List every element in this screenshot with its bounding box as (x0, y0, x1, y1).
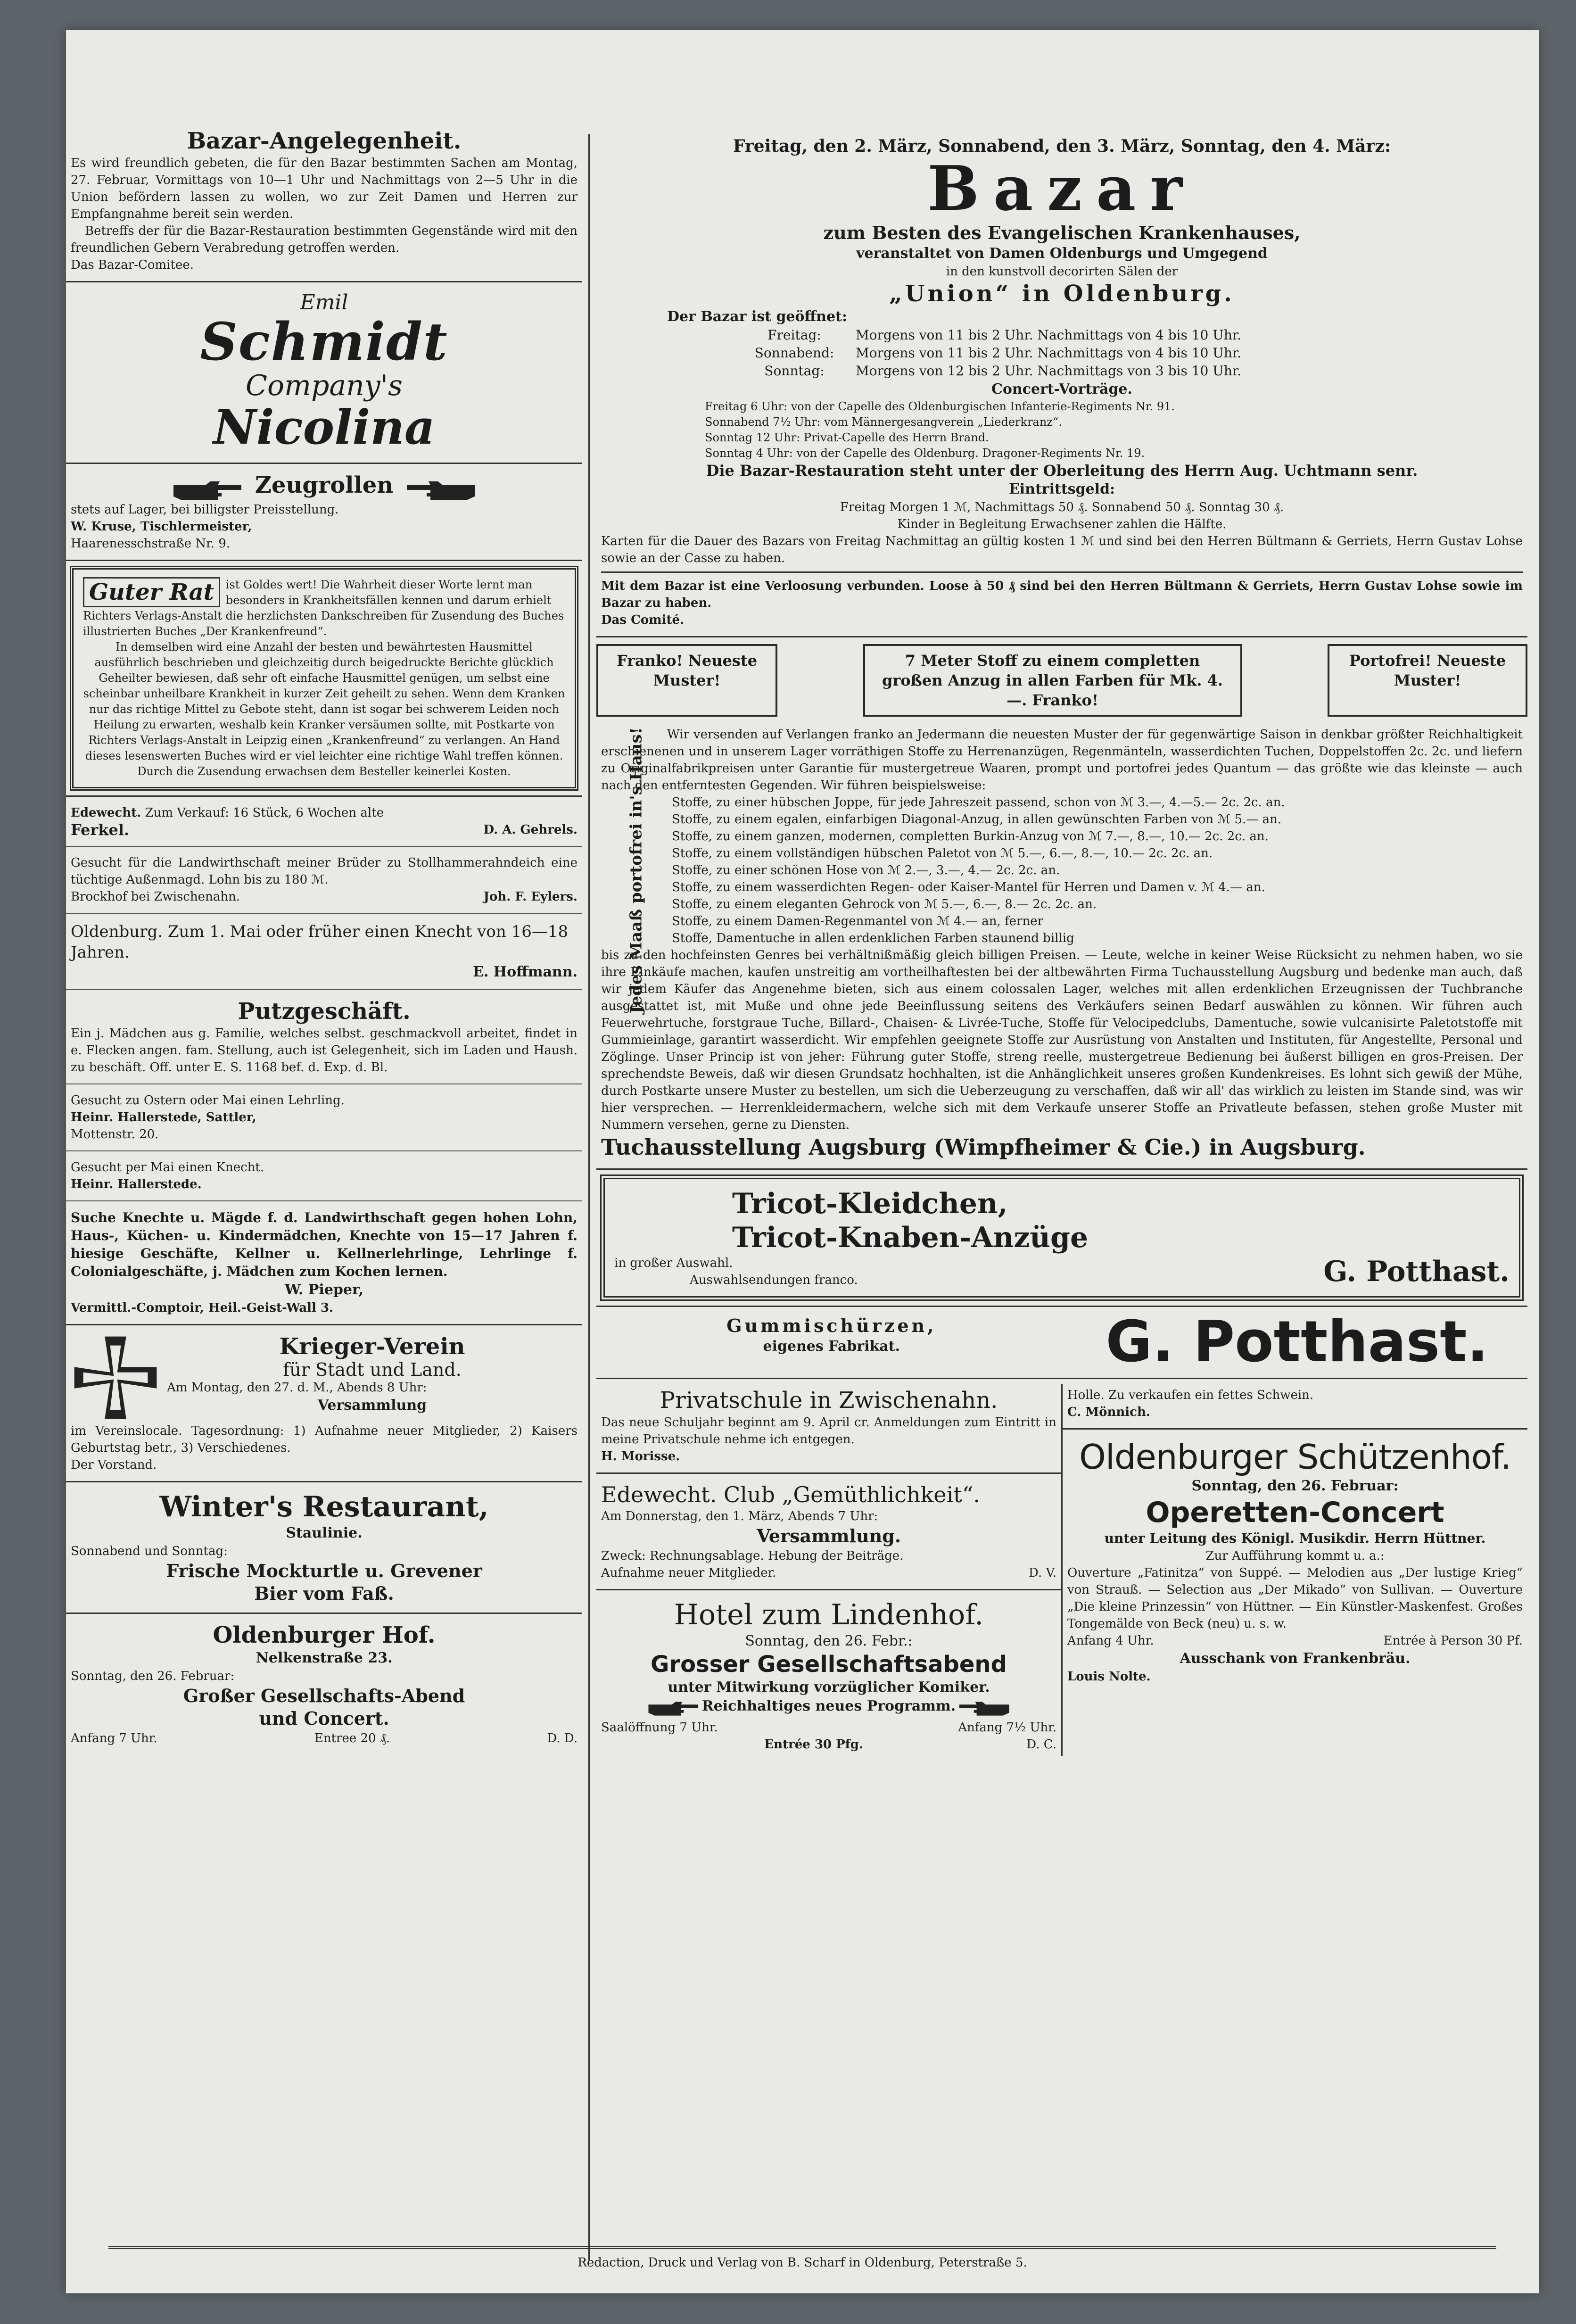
gummischuerzen-ad (596, 1312, 1067, 1373)
ad-signature: D. V. (1029, 1566, 1056, 1580)
augsburg-body: bis zu den hochfeinsten Genres bei verhältnißmäßig gleich billigen Preisen. — Leute, welche in keiner Weise Rücksicht zu nehmen haben, wo sie ihre Einkäufe machen, kaufen unstreitig am vortheilhaftesten bei der altbewährten Firma Tuchausstellung Augsburg und bedenke man auch, daß wir jedem Käufer das Angenehme bieten, sich aus einem colossalen Lager, welches mit allen erdenklichen Erzeugnissen der Tuchbranche ausgestattet ist, mit Muße und ohne jede Beeinflussung seitens des Verkäufers seinen Bedarf auswählen zu können. Wir führen auch Feuerwehrtuche, forstgraue Tuche, Billard-, Chaisen- & Livrée-Tuche, Stoffe für Velocipedclubs, Damentuche, sowie vulcanisirte Paletotstoffe mit Gummieinlage, garantirt wasserdicht. Wir empfehlen geeignete Stoffe zur Ausrüstung von Anstalten und Instituten, für Angestellte, Personal und Zöglinge. Unser Princip ist von jeher: Führung guter Stoffe, streng reelle, mustergetreue Bedienung bei äußerst billigen en gros-Preisen. Der sprechendste Beweis, daß wir diesen Grundsatz hochhalten, ist die Anhänglichkeit unseres großen Kundenkreises. Es lohnt sich gewiß der Mühe, durch Postkarte unsere Muster zu bestellen, um sich die Ueberzeugung zu verschaffen, daß wir all' das wirklich zu leisten im Stande sind, was wir hier versprechen. — Herrenkleidermachern, welche sich mit dem Verkaufe unserer Stoffe an Privatleute befassen, stehen große Muster mit Nummern versehen, gerne zu Diensten. (601, 948, 1523, 1132)
edewecht-ferkel-ad (66, 802, 582, 841)
ad-signature: D. D. (547, 1731, 578, 1745)
ad-signature: Heinr. Hallerstede, Sattler, (71, 1110, 256, 1125)
potthast-big: G. Potthast. (1106, 1309, 1489, 1375)
ad-text: Sonnabend und Sonntag: (71, 1544, 228, 1558)
ad-text: Gesucht für die Landwirthschaft meiner Brüder zu Stollhammerahndeich eine tüchtige Außenmagd. Lohn bis zu 180 ℳ. (71, 855, 578, 887)
ad-subtitle: unter Leitung des Königl. Musikdir. Herrn Hüttner. (1104, 1530, 1486, 1546)
tricot-ad (600, 1174, 1524, 1301)
holle-ad (1063, 1384, 1527, 1423)
ad-signature: Der Vorstand. (71, 1457, 157, 1472)
ad-text: Das neue Schuljahr beginnt am 9. April cr. Anmeldungen zum Eintritt in meine Privatschule nehme ich entgegen. (601, 1415, 1056, 1447)
ad-date: Sonntag, den 26. Februar: (71, 1669, 235, 1683)
ad-program: Reichhaltiges neues Programm. (701, 1698, 956, 1714)
concert-item: Freitag 6 Uhr: von der Capelle des Oldenburgischen Infanterie-Regiments Nr. 91. (705, 400, 1175, 413)
bottom-ads (596, 1384, 1527, 1756)
ad-title: Zeugrollen (255, 472, 394, 498)
ad-subtitle: eigenes Fabrikat. (763, 1338, 900, 1355)
tricot-text: Auswahlsendungen franco. (690, 1273, 858, 1287)
open-day: Sonnabend: (754, 345, 834, 361)
vertical-label (601, 727, 672, 1014)
open-day: Sonntag: (764, 363, 825, 379)
ad-title: Winter's Restaurant, (159, 1490, 489, 1523)
tricot-text: in großer Auswahl. (614, 1256, 733, 1270)
logo-text: Emil (300, 290, 348, 314)
ad-price: Entree 20 ₰. (314, 1731, 390, 1745)
concert-item: Sonntag 4 Uhr: von der Capelle des Oldenburg. Dragoner-Regiments Nr. 19. (705, 447, 1145, 460)
ad-text: ist Goldes wert! Die Wahrheit dieser Worte lernt man besonders in Krankheitsfällen kennen und darum erhielt Richters Verlags-Anstalt die herzlichsten Dankschreiben für Zusendung des Buches illustrierten Buches „Der Krankenfreund“. (83, 578, 564, 638)
ad-text: Betreffs der für die Bazar-Restauration bestimmten Gegenstände wird mit den freundlichen Gebern Verabredung getroffen werden. (71, 224, 578, 255)
ad-place: Edewecht. (71, 805, 141, 820)
augsburg-firm: Tuchausstellung Augsburg (Wimpfheimer & Cie.) in Augsburg. (601, 1134, 1366, 1160)
stoffe-item: Stoffe, zu einer hübschen Joppe, für jede Jahreszeit passend, schon von ℳ 3.—, 4.—5.— 2c. 2c. an. (672, 795, 1285, 810)
ad-text: Ouverture „Fatinitza“ von Suppé. — Melodien aus „Der lustige Krieg“ von Strauß. — Selection aus „Der Mikado“ von Sullivan. — Ouverture „Die kleine Prinzessin“ von Hüttner. — Ein Künstler-Maskenfest. Großes Tongemälde von Beck (neu) u. s. w. (1067, 1566, 1523, 1631)
tricot-signature: G. Potthast. (1323, 1255, 1510, 1288)
ad-text: Ein j. Mädchen aus g. Familie, welches selbst. geschmackvoll arbeitet, findet in e. Flecken angen. fam. Stellung, auch ist Gelegenheit, sich im Laden und Haush. zu beschäft. Off. unter E. S. 1168 bef. d. Exp. d. Bl. (71, 1026, 578, 1075)
stoffe-item: Stoffe, zu einer schönen Hose von ℳ 2.—, 3.—, 4.— 2c. 2c. an. (672, 863, 1060, 877)
ad-heading: und Concert. (259, 1707, 389, 1729)
ad-address: Haarenesschstraße Nr. 9. (71, 536, 231, 551)
oldenburger-hof-ad (66, 1619, 582, 1750)
stoffe-item: Stoffe, zu einem Damen-Regenmantel von ℳ 4.— an, ferner (672, 914, 1043, 928)
krieger-verein-ad (66, 1330, 582, 1476)
bottom-left-ads (596, 1384, 1061, 1756)
guter-rat-ad (70, 566, 578, 791)
pieper-ad (66, 1206, 582, 1319)
ad-time: Anfang 7½ Uhr. (958, 1720, 1056, 1735)
ad-signature: Joh. F. Eylers. (483, 889, 578, 904)
left-column (66, 124, 582, 1750)
page-footer: Redaction, Druck und Verlag von B. Scharf in Oldenburg, Peterstraße 5. (578, 2256, 1027, 2270)
pointing-hand-left-icon (958, 1698, 1010, 1719)
bazar-dates: Freitag, den 2. März, Sonnabend, den 3. März, Sonntag, den 4. März: (733, 136, 1391, 156)
ad-subtitle: unter Mitwirkung vorzüglicher Komiker. (668, 1679, 990, 1695)
bazar-venue: „Union“ in Oldenburg. (889, 281, 1235, 307)
ad-heading: Versammlung. (756, 1525, 901, 1547)
ad-title: Gummischürzen, (726, 1315, 937, 1336)
open-hours: Morgens von 11 bis 2 Uhr. Nachmittags von 4 bis 10 Uhr. (856, 327, 1242, 343)
ad-price: Entrée à Person 30 Pf. (1383, 1634, 1523, 1648)
putzgeschaeft-ad (66, 995, 582, 1079)
stoffe-item: Stoffe, zu einem eleganten Gehrock von ℳ 5.—, 6.—, 8.— 2c. 2c. an. (672, 897, 1097, 911)
verloosung-text: Mit dem Bazar ist eine Verloosung verbunden. Loose à 50 ₰ sind bei den Herren Bültmann & Gerriets, Herrn Gustav Lohse sowie im Bazar zu haben. (601, 579, 1523, 610)
tricot-heading: Tricot-Knaben-Anzüge (732, 1221, 1089, 1254)
zeugrollen-ad (66, 469, 582, 555)
ad-title: Edewecht. Club „Gemüthlichkeit“. (601, 1482, 980, 1507)
lehrling-ad (66, 1089, 582, 1146)
winters-restaurant-ad (66, 1487, 582, 1608)
ad-title: Privatschule in Zwischenahn. (660, 1387, 998, 1414)
aussenmagd-ad (66, 852, 582, 908)
ad-text: Holle. Zu verkaufen ein fettes Schwein. (1067, 1388, 1314, 1402)
bazar-open-heading: Der Bazar ist geöffnet: (667, 308, 847, 325)
ad-signature: Louis Nolte. (1067, 1670, 1151, 1684)
tricot-heading: Tricot-Kleidchen, (732, 1187, 1008, 1220)
privatschule-ad (596, 1384, 1061, 1468)
ad-heading: Frische Mockturtle u. Grevener (166, 1560, 482, 1581)
stoffe-item: Stoffe, zu einem vollständigen hübschen Paletot von ℳ 5.—, 6.—, 8.—, 10.— 2c. 2c. an. (672, 846, 1213, 860)
ad-text: Gesucht per Mai einen Knecht. (71, 1160, 264, 1174)
concert-item: Sonntag 12 Uhr: Privat-Capelle des Herrn Brand. (705, 431, 989, 444)
ad-signature: H. Morisse. (601, 1449, 680, 1464)
ad-signature: W. Pieper, (284, 1281, 364, 1298)
ad-time: Anfang 4 Uhr. (1067, 1634, 1154, 1648)
ad-text: Aufnahme neuer Mitglieder. (601, 1566, 776, 1580)
ad-title: Putzgeschäft. (238, 998, 411, 1025)
bazar-main-ad (596, 134, 1527, 631)
augsburg-intro: Wir versenden auf Verlangen franko an Jedermann die neuesten Muster der für gegenwärtige Saison in denkbar größter Reichhaltigkeit erschienenen und in unserem Lager vorräthigen Stoffe zu Herrenanzügen, Regenmänteln, wasserdichten Tuchen, Doppelstoffen 2c. 2c. und liefern zu Originalfabrikpreisen unter Garantie für mustergetreue Waaren, prompt und portofrei jedes Quantum — das größte wie das kleinste — auch nach den entferntesten Gegenden. Wir führen beispielsweise: (601, 728, 1523, 793)
ad-heading: Großer Gesellschafts-Abend (183, 1685, 465, 1706)
open-row-fri (733, 326, 1523, 344)
meter-stoff-box: 7 Meter Stoff zu einem completten großen Anzug in allen Farben für Mk. 4.—. Franko! (863, 644, 1242, 717)
concert-heading: Concert-Vorträge. (991, 381, 1132, 397)
ad-signature: Das Bazar-Comitee. (71, 258, 194, 272)
augsburg-boxes (596, 644, 1527, 717)
ad-signature: W. Kruse, Tischlermeister, (71, 519, 252, 534)
portofrei-box: Portofrei! Neueste Muster! (1328, 644, 1527, 717)
ad-date: Am Donnerstag, den 1. März, Abends 7 Uhr: (601, 1509, 878, 1523)
footer-rule (108, 2246, 1496, 2249)
ad-signature: E. Hoffmann. (473, 963, 578, 980)
ad-title: Bazar-Angelegenheit. (187, 128, 462, 154)
ad-title: Krieger-Verein (279, 1333, 465, 1360)
ad-item: Ferkel. (71, 820, 130, 839)
ad-text: Zum Verkauf: 16 Stück, 6 Wochen alte (145, 805, 384, 820)
ad-time: Saalöffnung 7 Uhr. (601, 1720, 718, 1735)
ad-title: Oldenburger Schützenhof. (1079, 1437, 1511, 1477)
kinder-text: Kinder in Begleitung Erwachsener zahlen die Hälfte. (897, 517, 1227, 531)
schmidt-nicolina-logo (66, 287, 582, 458)
ad-text: In demselben wird eine Anzahl der besten und bewährtesten Hausmittel ausführlich beschrieben und gleichzeitig durch beigedruckte Berichte glücklich Geheilter bewiesen, daß sehr oft einfache Hausmittel genügen, um selbst eine scheinbar unheilbare Krankheit in kurzer Zeit geheilt zu sehen. Wenn dem Kranken nur das richtige Mittel zu Gebote steht, dann ist sogar bei schwerem Leiden noch Heilung zu erwarten, weshalb kein Kranker versäumen sollte, mit Postkarte von Richters Verlags-Anstalt in Leipzig einen „Krankenfreund“ zu verlangen. An Hand dieses lesenswerten Buches wird er viel leichter eine richtige Wahl treffen können. Durch die Zusendung erwachsen dem Besteller keinerlei Kosten. (83, 640, 565, 778)
bazar-text: in den kunstvoll decorirten Sälen der (946, 265, 1178, 279)
bazar-title: Bazar (927, 152, 1196, 224)
pointing-hand-left-icon (405, 480, 476, 501)
bazar-signature: Das Comité. (601, 613, 685, 627)
logo-text: Schmidt (200, 311, 448, 372)
logo-text: Nicolina (213, 399, 435, 455)
stoffe-item: Stoffe, Damentuche in allen erdenklichen Farben staunend billig (672, 931, 1074, 945)
ad-signature: C. Mönnich. (1067, 1405, 1150, 1419)
ad-address: Nelkenstraße 23. (256, 1649, 393, 1666)
eintritt-heading: Eintrittsgeld: (1008, 481, 1115, 497)
ad-signature: D. C. (1026, 1737, 1056, 1752)
vertical-label-text: Jedes Maaß portofrei in's Haus! (627, 727, 646, 1014)
tuchausstellung-augsburg-ad (596, 723, 1527, 1164)
stoffe-item: Stoffe, zu einem wasserdichten Regen- oder Kaiser-Mantel für Herren und Damen v. ℳ 4.— an. (672, 880, 1265, 894)
ad-address: Mottenstr. 20. (71, 1127, 159, 1141)
ad-text: Zur Aufführung kommt u. a.: (1205, 1549, 1385, 1563)
franko-box: Franko! Neueste Muster! (596, 644, 777, 717)
column-divider (588, 134, 590, 2260)
ad-ausschank: Ausschank von Frankenbräu. (1180, 1650, 1411, 1667)
ad-heading: Operetten-Concert (1146, 1496, 1444, 1529)
ad-text: Oldenburg. Zum 1. Mai oder früher einen Knecht von 16—18 Jahren. (71, 922, 569, 962)
ad-text: Es wird freundlich gebeten, die für den Bazar bestimmten Sachen am Montag, 27. Februar, Vormittags von 10—1 Uhr und Nachmittags von 2—5 Uhr in die Union befördern lassen zu wollen, wo zur Zeit Damen und Herren zur Empfangnahme bereit sein werden. (71, 156, 578, 221)
knecht-mai-ad (66, 1156, 582, 1196)
lindenhof-ad (596, 1595, 1061, 1756)
open-row-sun (733, 362, 1523, 380)
open-day: Freitag: (767, 327, 821, 343)
ad-date: Sonntag, den 26. Febr.: (745, 1633, 913, 1649)
ad-title: Guter Rat (83, 577, 220, 607)
ad-text: stets auf Lager, bei billigster Preisstellung. (71, 502, 339, 517)
pointing-hand-right-icon (648, 1698, 700, 1719)
newspaper-page (66, 30, 1539, 2293)
ad-title: Oldenburger Hof. (213, 1621, 436, 1648)
bazar-subtitle: veranstaltet von Damen Oldenburgs und Umgegend (856, 245, 1268, 262)
right-column (596, 134, 1527, 1756)
bazar-angelegenheit-ad (66, 124, 582, 276)
ad-price: Entrée 30 Pfg. (764, 1737, 864, 1752)
stoffe-item: Stoffe, zu einem egalen, einfarbigen Diagonal-Anzug, in allen gewünschten Farben von ℳ 5.— an. (672, 812, 1282, 827)
ad-text: im Vereinslocale. Tagesordnung: 1) Aufnahme neuer Mitglieder, 2) Kaisers Geburtstag betr., 3) Verschiedenes. (71, 1423, 578, 1455)
schuetzenhof-ad (1063, 1434, 1527, 1688)
pointing-hand-right-icon (173, 480, 243, 501)
ad-place: Brockhof bei Zwischenahn. (71, 889, 240, 904)
ad-signature: Heinr. Hallerstede. (71, 1177, 202, 1191)
open-hours: Morgens von 12 bis 2 Uhr. Nachmittags von 3 bis 10 Uhr. (856, 363, 1242, 379)
ad-text: Suche Knechte u. Mägde f. d. Landwirthschaft gegen hohen Lohn, Haus-, Küchen- u. Kindermädchen, Knechte von 15—17 Jahren f. hiesige Geschäfte, Kellner u. Kellnerlehrlinge, Lehrlinge f. Colonialgeschäfte, j. Mädchen zum Kochen lernen. (71, 1209, 578, 1279)
open-hours: Morgens von 11 bis 2 Uhr. Nachmittags von 4 bis 10 Uhr. (856, 345, 1242, 361)
ad-heading: Grosser Gesellschaftsabend (651, 1651, 1007, 1678)
ad-address: Vermittl.-Comptoir, Heil.-Geist-Wall 3. (71, 1300, 334, 1315)
knecht-hoffmann-ad (66, 918, 582, 984)
iron-cross-icon (71, 1333, 160, 1423)
ad-text: Zweck: Rechnungsablage. Hebung der Beiträge. (601, 1549, 904, 1563)
bazar-subtitle: zum Besten des Evangelischen Krankenhauses, (823, 222, 1301, 243)
concert-item: Sonnabend 7½ Uhr: vom Männergesangverein „Liederkranz“. (705, 415, 1062, 429)
open-row-sat (733, 344, 1523, 362)
ad-date: Am Montag, den 27. d. M., Abends 8 Uhr: (167, 1380, 427, 1395)
gummi-row (596, 1309, 1527, 1375)
edewecht-club-ad (596, 1479, 1061, 1584)
ad-signature: D. A. Gehrels. (483, 822, 578, 837)
ad-heading: Versammlung (317, 1397, 427, 1414)
eintritt-text: Freitag Morgen 1 ℳ, Nachmittags 50 ₰. Sonnabend 50 ₰. Sonntag 30 ₰. (840, 500, 1284, 514)
restauration-line: Die Bazar-Restauration steht unter der Oberleitung des Herrn Aug. Uchtmann senr. (706, 462, 1418, 480)
ad-title: Hotel zum Lindenhof. (674, 1598, 984, 1631)
ad-date: Sonntag, den 26. Februar: (1191, 1478, 1399, 1494)
logo-text: Company's (246, 369, 403, 402)
ad-text: Gesucht zu Ostern oder Mai einen Lehrling. (71, 1093, 345, 1108)
ad-time: Anfang 7 Uhr. (71, 1731, 157, 1745)
ad-heading: Bier vom Faß. (254, 1582, 394, 1604)
stoffe-item: Stoffe, zu einem ganzen, modernen, completten Burkin-Anzug von ℳ 7.—, 8.—, 10.— 2c. 2c. an. (672, 829, 1269, 844)
karten-text: Karten für die Dauer des Bazars von Freitag Nachmittag an gültig kosten 1 ℳ und sind bei den Herren Bültmann & Gerriets, Herrn Gustav Lohse sowie an der Casse zu haben. (601, 534, 1523, 565)
ad-subtitle: für Stadt und Land. (283, 1359, 462, 1380)
ad-subtitle: Staulinie. (286, 1524, 363, 1541)
bottom-right-ads (1061, 1384, 1527, 1756)
